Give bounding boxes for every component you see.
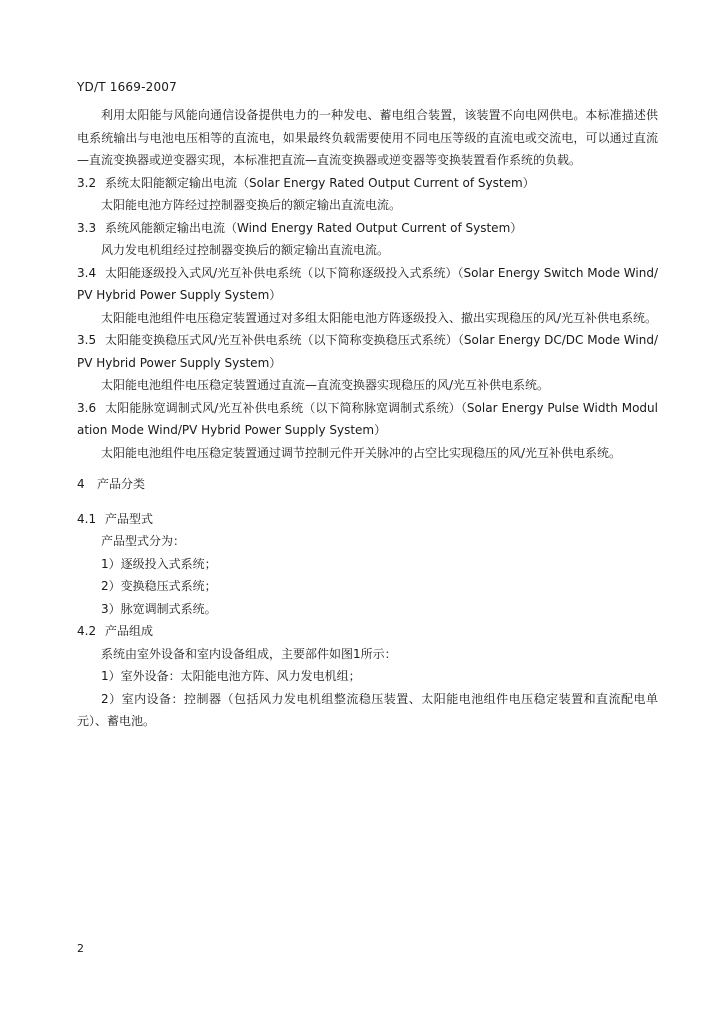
section-number: 3.6 xyxy=(77,400,97,415)
spacer xyxy=(77,464,658,473)
section-body: 系统由室外设备和室内设备组成，主要部件如图1所示： xyxy=(101,646,397,661)
section-title: 系统太阳能额定输出电流（Solar Energy Rated Output Current of System） xyxy=(105,175,535,190)
section-heading xyxy=(77,620,658,643)
section-number: 3.5 xyxy=(77,333,97,347)
section-number: 3.3 xyxy=(77,220,97,235)
section-body: 产品型式分为： xyxy=(101,534,186,548)
list-item: 1）室外设备：太阳能电池方阵、风力发电机组； xyxy=(101,669,361,683)
section-number: 4.1 xyxy=(77,511,97,526)
intro-paragraph: 利用太阳能与风能向通信设备提供电力的一种发电、蓄电组合装置，该装置不向电网供电。本标准描述供电系统输出与电池电压相等的直流电，如果最终负载需要使用不同电压等级的直流电或交流电，可以通过直流—直流变换器或逆变器实现，本标准把直流—直流变换器或逆变器等变换装置看作系统的负载。 xyxy=(77,108,658,167)
list-item: 1）逐级投入式系统； xyxy=(101,556,217,571)
section-title: 产品组成 xyxy=(105,624,154,638)
spacer xyxy=(77,496,658,508)
section-title: 太阳能脉宽调制式风/光互补供电系统（以下简称脉宽调制式系统）（Solar Energy Pulse Width Modulation Mode Wind/PV Hybrid Power Supply System） xyxy=(77,400,658,437)
section-heading xyxy=(77,172,658,195)
section-4-2 xyxy=(77,620,658,733)
section-3-2 xyxy=(77,172,658,217)
section-title: 系统风能额定输出电流（Wind Energy Rated Output Current of System） xyxy=(105,220,523,235)
section-number: 3.4 xyxy=(77,265,97,280)
section-body: 太阳能电池组件电压稳定装置通过对多组太阳能电池方阵逐级投入、撤出实现稳压的风/光互补供电系统。 xyxy=(101,310,658,325)
section-body: 太阳能电池方阵经过控制器变换后的额定输出直流电流。 xyxy=(101,198,402,212)
section-3-4 xyxy=(77,262,658,330)
section-3-3 xyxy=(77,217,658,262)
section-heading xyxy=(77,217,658,240)
list-item: 3）脉宽调制式系统。 xyxy=(101,601,217,616)
page-content xyxy=(77,104,658,733)
chapter-heading xyxy=(77,473,658,496)
section-heading xyxy=(77,329,658,374)
section-title: 太阳能逐级投入式风/光互补供电系统（以下简称逐级投入式系统）（Solar Energy Switch Mode Wind/PV Hybrid Power Supply System） xyxy=(77,265,658,302)
section-body: 太阳能电池组件电压稳定装置通过调节控制元件开关脉冲的占空比实现稳压的风/光互补供电系统。 xyxy=(101,445,622,460)
section-heading xyxy=(77,262,658,307)
section-title: 产品型式 xyxy=(105,511,154,526)
list-item: 2）室内设备：控制器（包括风力发电机组整流稳压装置、太阳能电池组件电压稳定装置和直流配电单元）、蓄电池。 xyxy=(77,691,658,728)
section-body: 太阳能电池组件电压稳定装置通过直流—直流变换器实现稳压的风/光互补供电系统。 xyxy=(101,378,550,392)
section-number: 3.2 xyxy=(77,175,97,190)
section-number: 4.2 xyxy=(77,624,97,638)
standard-number: YD/T 1669-2007 xyxy=(77,80,177,94)
section-title: 太阳能变换稳压式风/光互补供电系统（以下简称变换稳压式系统）（Solar Energy DC/DC Mode Wind/PV Hybrid Power Supply System） xyxy=(77,333,658,370)
section-heading xyxy=(77,397,658,442)
chapter-title: 产品分类 xyxy=(97,477,146,491)
section-body: 风力发电机组经过控制器变换后的额定输出直流电流。 xyxy=(101,243,390,257)
section-4-1 xyxy=(77,508,658,621)
chapter-number: 4 xyxy=(77,477,85,491)
section-3-5 xyxy=(77,329,658,397)
section-heading xyxy=(77,508,658,531)
page-number: 2 xyxy=(77,942,84,955)
section-3-6 xyxy=(77,397,658,465)
list-item: 2）变换稳压式系统； xyxy=(101,579,217,593)
